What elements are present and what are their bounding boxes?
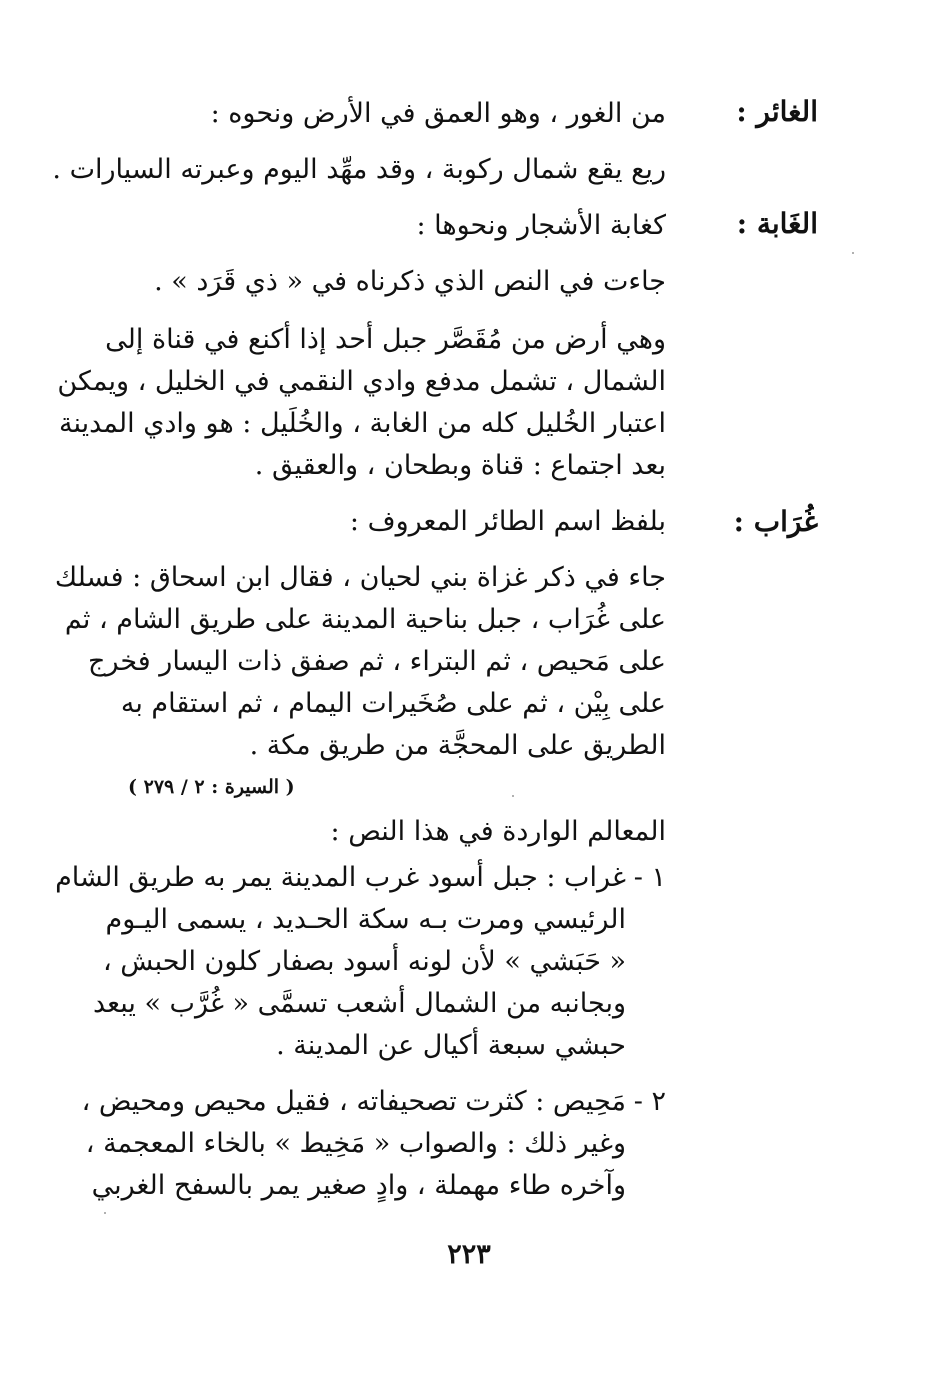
source-citation: ( السيرة : ٢ / ٢٧٩ ) [128, 776, 295, 798]
entry-line: على بِيْن ، ثم على صُخَيرات اليمام ، ثم استقام به [120, 688, 666, 719]
scan-speck [512, 795, 514, 797]
entry-line: كغابة الأشجار ونحوها : [416, 210, 666, 241]
entry-line: من الغور ، وهو العمق في الأرض ونحوه : [210, 98, 666, 129]
entry-line: على غُرَاب ، جبل بناحية المدينة على طريق الشام ، ثم [64, 604, 666, 635]
entry-line: الشمال ، تشمل مدفع وادي النقمي في الخليل ، ويمكن [57, 366, 666, 397]
entry-line: ريع يقع شمال ركوبة ، وقد مهِّد اليوم وعبرته السيارات . [52, 154, 666, 185]
landmark-line: الرئيسي ومرت بـه سكة الحـديد ، يسمى اليـوم [105, 904, 626, 935]
landmark-line: وآخره طاء مهملة ، وادٍ صغير يمر بالسفح الغربي [91, 1170, 626, 1201]
landmark-line: غراب : جبل أسود غرب المدينة يمر به طريق الشام [55, 862, 626, 893]
landmarks-heading: المعالم الواردة في هذا النص : [330, 816, 666, 847]
scan-speck [104, 1212, 106, 1214]
entry-term-alghaer: الغائر : [736, 95, 818, 128]
landmark-number: ٢ - [633, 1086, 666, 1117]
landmark-line: وغير ذلك : والصواب « مَخِيط » بالخاء المعجمة ، [85, 1128, 626, 1159]
page-number: ٢٢٣ [447, 1239, 491, 1270]
landmark-line: « حَبَشي » لأن لونه أسود بصفار كلون الحبش ، [102, 946, 626, 977]
entry-line: الطريق على المحجَّة من طريق مكة . [249, 730, 666, 761]
landmark-line: مَحِيص : كثرت تصحيفاته ، فقيل محيص ومحيض ، [81, 1086, 626, 1117]
landmark-number: ١ - [633, 862, 666, 893]
landmark-line: حبشي سبعة أكيال عن المدينة . [276, 1030, 626, 1061]
scan-speck [852, 252, 854, 254]
entry-term-alghaba: الغَابة : [736, 207, 818, 240]
entry-line: جاء في ذكر غزاة بني لحيان ، فقال ابن اسحاق : فسلك [54, 562, 666, 593]
entry-line: بعد اجتماع : قناة وبطحان ، والعقيق . [254, 450, 666, 481]
entry-line: على مَحيص ، ثم البتراء ، ثم صفق ذات اليسار فخرج [88, 646, 666, 677]
entry-line: بلفظ اسم الطائر المعروف : [349, 506, 666, 537]
landmark-line: وبجانبه من الشمال أشعب تسمَّى « غُرَّب » يبعد [93, 988, 626, 1019]
entry-term-ghurab: غُرَاب : [733, 505, 818, 538]
entry-line: جاءت في النص الذي ذكرناه في « ذي قَرَد » . [154, 266, 666, 297]
entry-line: اعتبار الخُليل كله من الغابة ، والخُلَيل : هو وادي المدينة [58, 408, 666, 439]
entry-line: وهي أرض من مُقَصَّر جبل أحد إذا أكنع في قناة إلى [105, 324, 666, 355]
